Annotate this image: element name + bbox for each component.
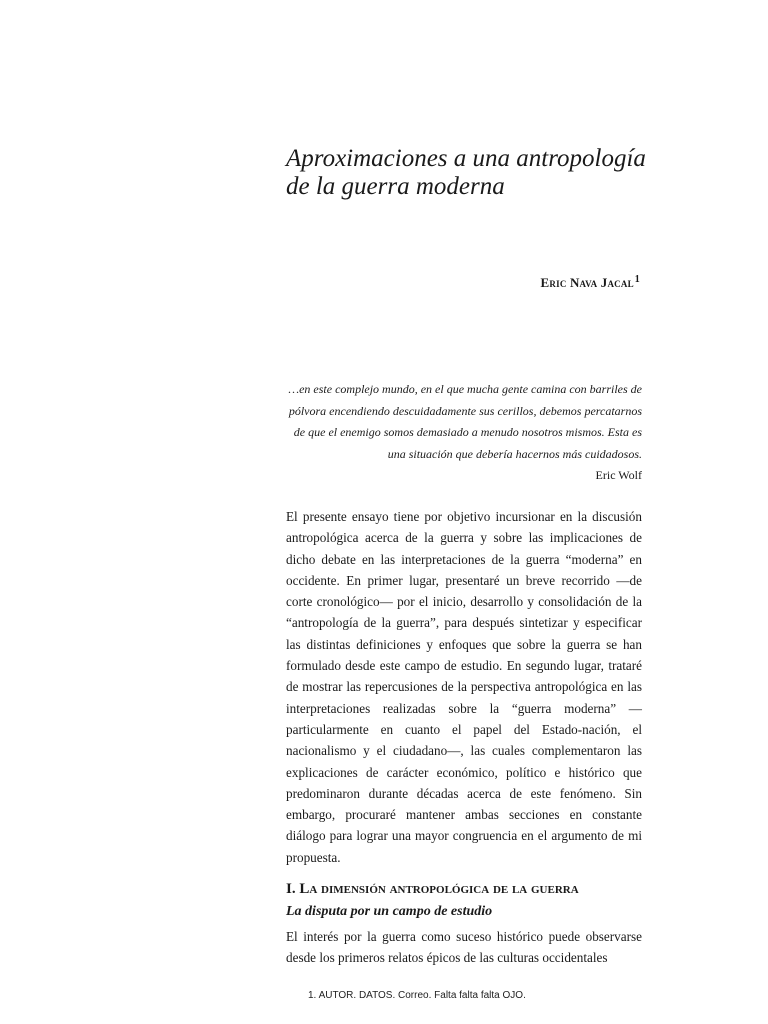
author-name: Eric Nava Jacal — [540, 275, 634, 290]
article-title: Aproximaciones a una antropología de la guerra moderna — [286, 145, 646, 200]
epigraph-quote: …en este complejo mundo, en el que mucha gente camina con barriles de pólvora encendiendo descuidadamente sus cerillos, debemos percatarnos de que el enemigo somos demasiado a menudo nosotros mismos. Esta es una situación que debería hacernos más cuidadosos. — [288, 382, 642, 461]
section-paragraph: El interés por la guerra como suceso histórico puede observarse desde los primeros relatos épicos de las culturas occidentales — [286, 929, 642, 966]
author-footnote-mark[interactable]: 1 — [634, 274, 640, 285]
footnote: 1. AUTOR. DATOS. Correo. Falta falta falta OJO. — [308, 990, 526, 1001]
section-subheading: La disputa por un campo de estudio — [286, 904, 493, 919]
intro-paragraph: El presente ensayo tiene por objetivo incursionar en la discusión antropológica acerca de la guerra y sobre las implicaciones de dicho debate en las interpretaciones de la guerra “moderna” en occidente. En primer lugar, presentaré un breve recorrido —de corte cronológico— por el inicio, desarrollo y consolidación de la “antropología de la guerra”, para después sintetizar y especificar las distintas definiciones y enfoques que sobre la guerra se han formulado desde este campo de estudio. En segundo lugar, trataré de mostrar las repercusiones de la perspectiva antropológica en las interpretaciones realizadas sobre la “guerra moderna” —particularmente en cuanto el papel del Estado-nación, el nacionalismo y el ciudadano—, las cuales complementaron las explicaciones de carácter económico, político e histórico que predominaron durante décadas acerca de este fenómeno. Sin embargo, procuraré mantener ambas secciones en constante diálogo para lograr una mayor congruencia en el argumento de mi propuesta. — [286, 509, 642, 865]
section-heading: I. La dimensión antropológica de la guerra — [286, 881, 579, 897]
epigraph-attribution: Eric Wolf — [595, 468, 642, 482]
epigraph — [286, 379, 642, 487]
author-line — [541, 274, 640, 291]
